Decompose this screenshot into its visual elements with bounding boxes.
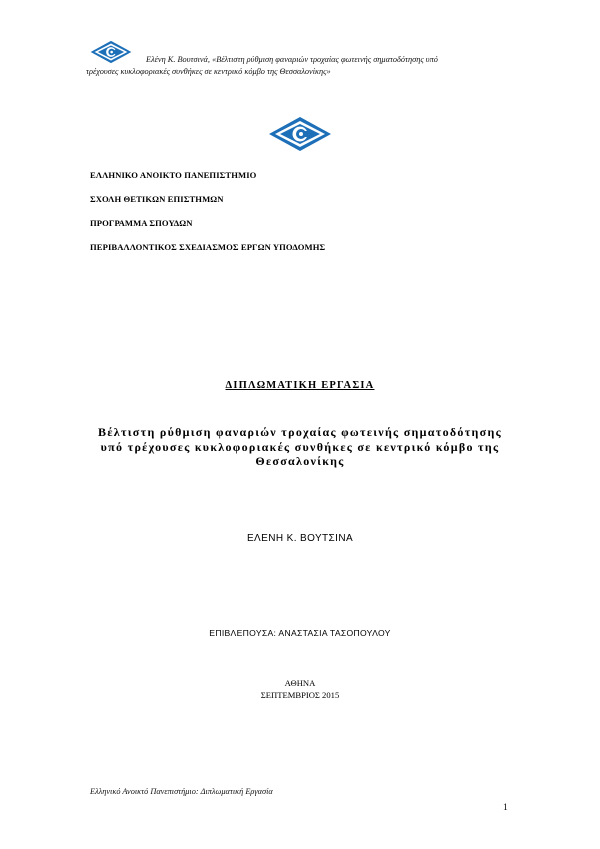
program-name: ΠΕΡΙΒΑΛΛΟΝΤΙΚΟΣ ΣΧΕΔΙΑΣΜΟΣ ΕΡΓΩΝ ΥΠΟΔΟΜΗΣ	[90, 242, 326, 252]
header-line-1: Ελένη Κ. Βουτσινά, «Βέλτιστη ρύθμιση φαναριών τροχαίας φωτεινής σηματοδότησης υπό	[146, 55, 438, 64]
author-name: ΕΛΕΝΗ Κ. ΒΟΥΤΣΙΝΑ	[246, 533, 354, 544]
page-number: 1	[503, 803, 508, 813]
header-line-2: τρέχουσες κυκλοφοριακές συνθήκες σε κεντρικό κόμβο της Θεσσαλονίκης»	[86, 67, 331, 76]
supervisor: ΕΠΙΒΛΕΠΟΥΣΑ: ΑΝΑΣΤΑΣΙΑ ΤΑΣΟΠΟΥΛΟΥ	[209, 628, 391, 638]
document-type: ΔΙΠΛΩΜΑΤΙΚΗ ΕΡΓΑΣΙΑ	[225, 380, 375, 391]
thesis-title: Βέλτιστη ρύθμιση φαναριών τροχαίας φωτεινής σηματοδότησης υπό τρέχουσες κυκλοφοριακές συνθήκες σε κεντρικό κόμβο της Θεσσαλονίκης	[98, 425, 502, 468]
submission-date: ΣΕΠΤΕΜΒΡΙΟΣ 2015	[260, 690, 340, 700]
program-label: ΠΡΟΓΡΑΜΜΑ ΣΠΟΥΔΩΝ	[90, 218, 193, 228]
running-header	[86, 54, 520, 78]
running-footer: Ελληνικό Ανοικτό Πανεπιστήμιο: Διπλωματική Εργασία	[90, 787, 273, 796]
school-name: ΣΧΟΛΗ ΘΕΤΙΚΩΝ ΕΠΙΣΤΗΜΩΝ	[90, 194, 224, 204]
university-logo-icon	[268, 116, 332, 152]
city: ΑΘΗΝΑ	[284, 678, 316, 688]
university-name: ΕΛΛΗΝΙΚΟ ΑΝΟΙΚΤΟ ΠΑΝΕΠΙΣΤΗΜΙΟ	[90, 170, 257, 180]
